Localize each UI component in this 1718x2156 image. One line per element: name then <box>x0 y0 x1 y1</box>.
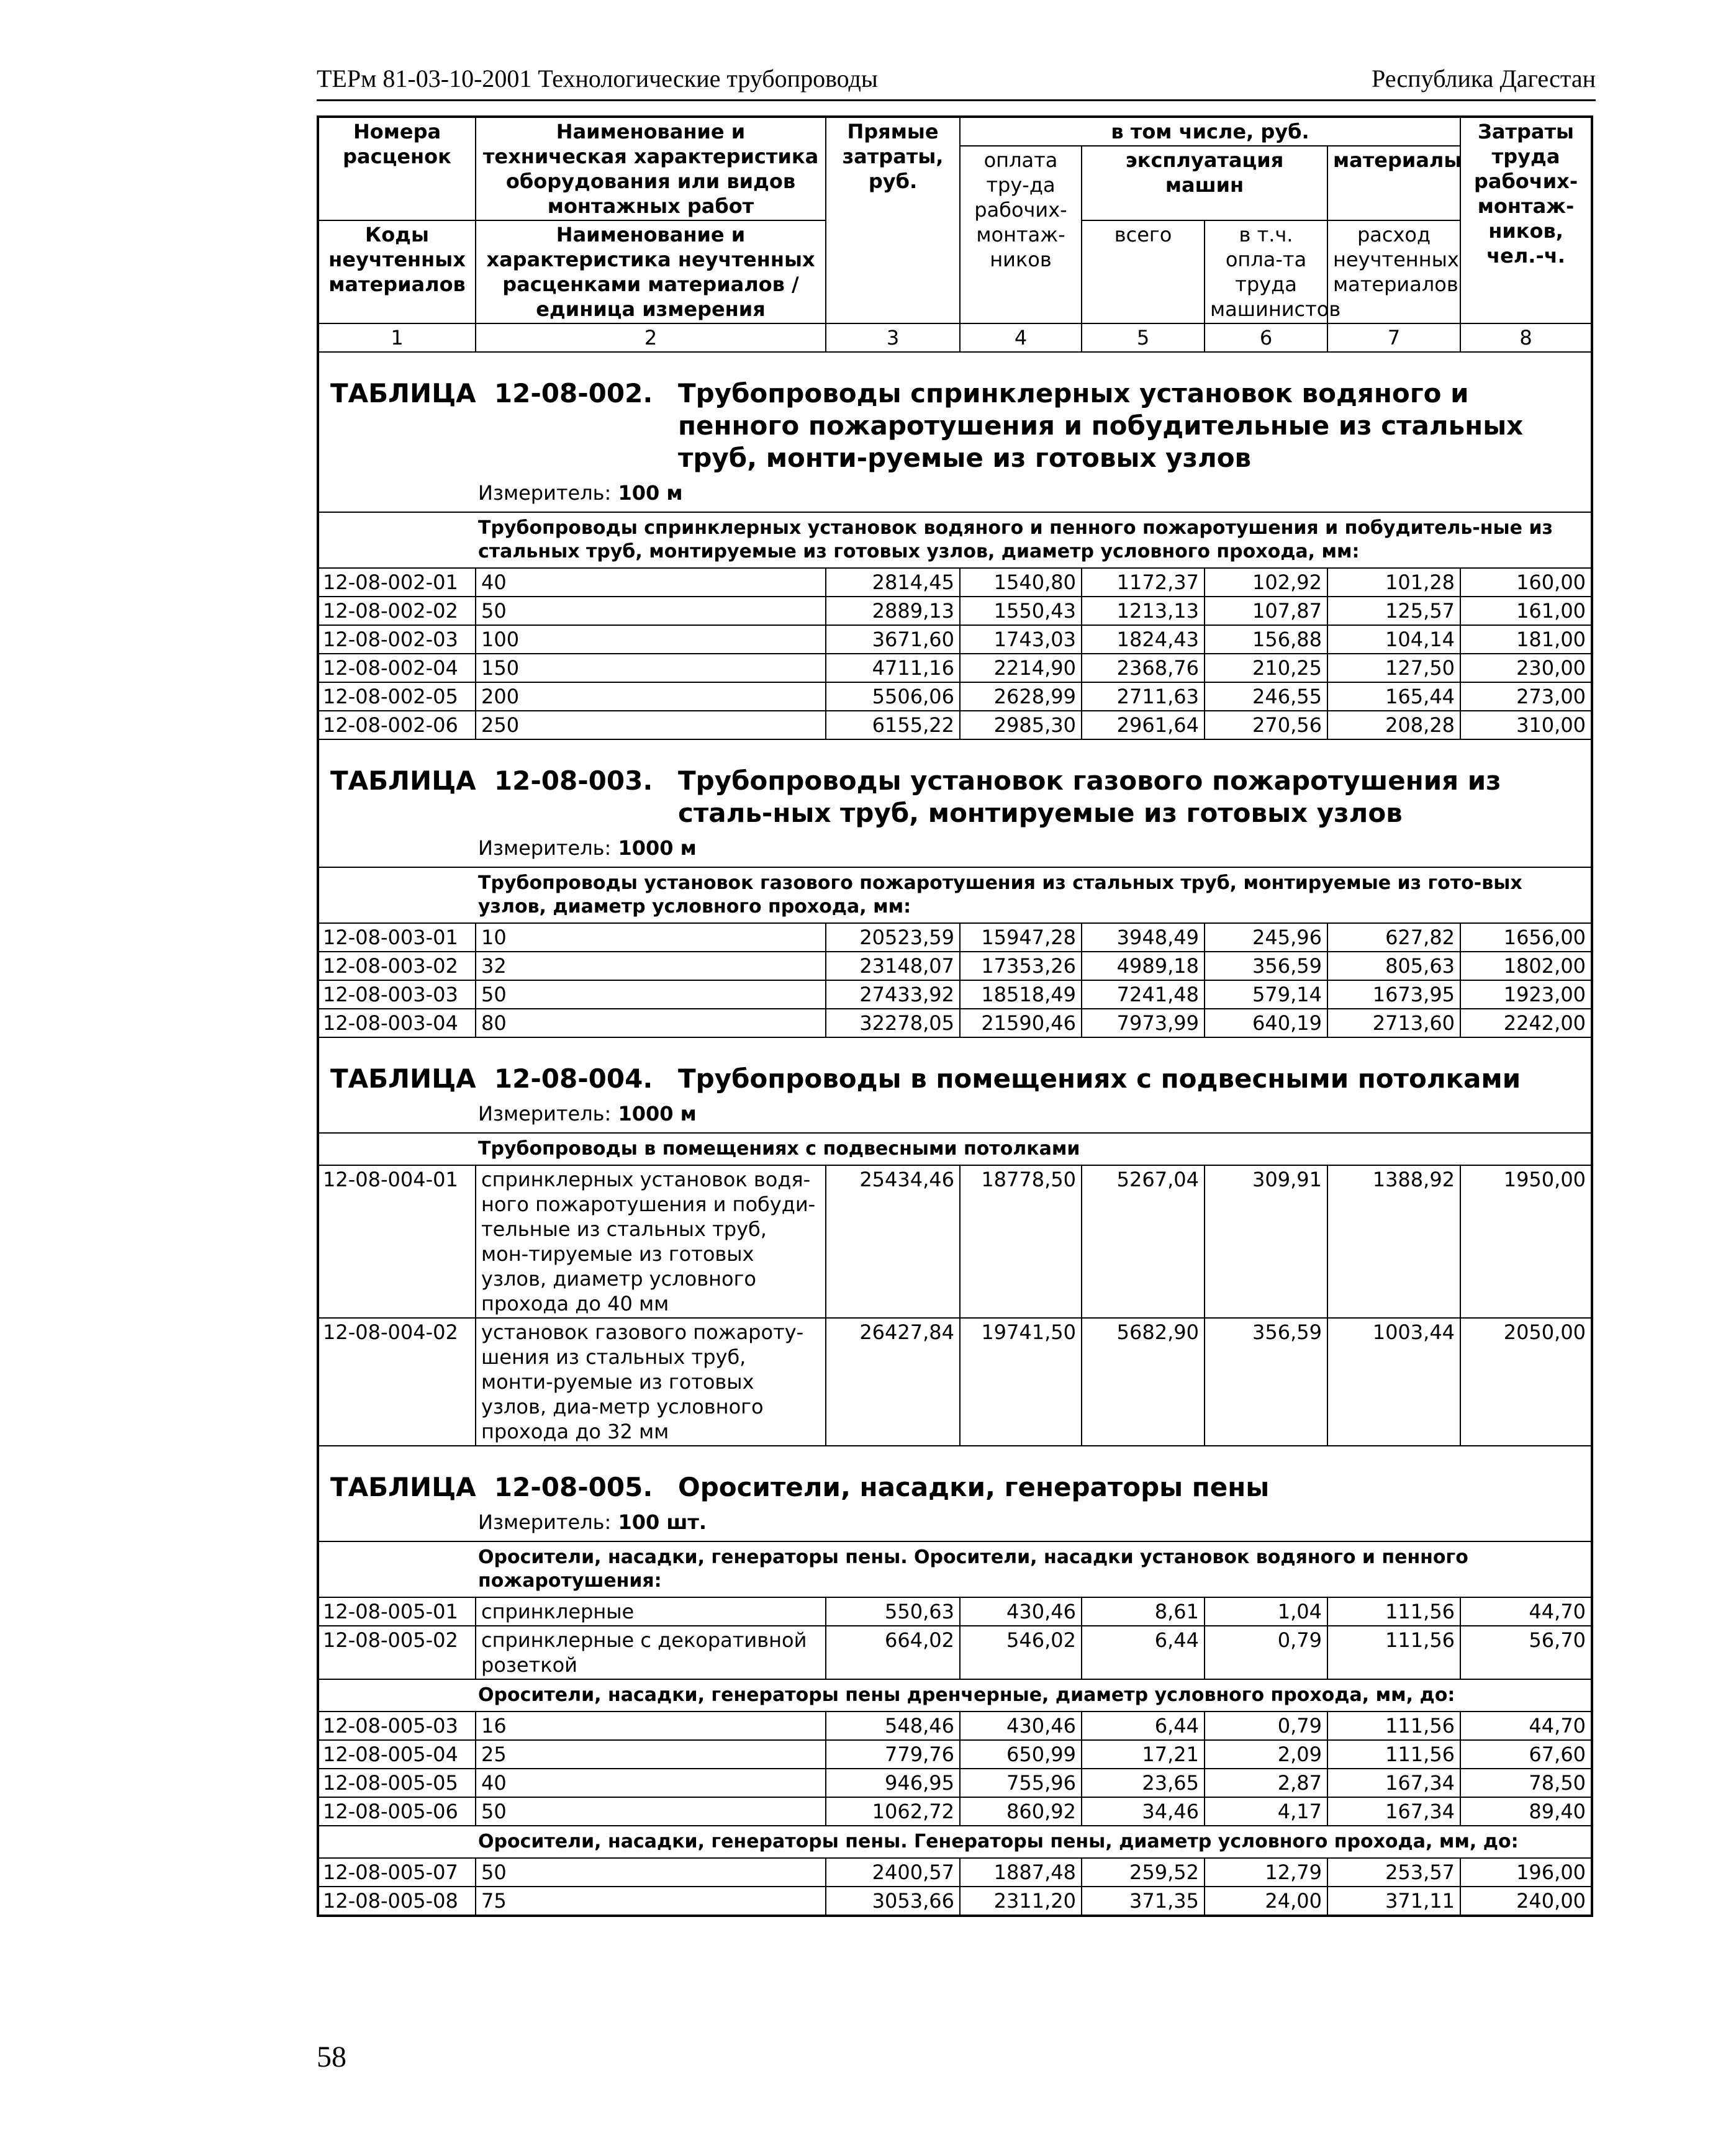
direct-costs-value: 550,63 <box>826 1597 960 1626</box>
machinist-pay-value: 270,56 <box>1205 711 1327 739</box>
work-name: 32 <box>476 952 826 980</box>
col-total: всего <box>1082 220 1205 323</box>
table-row <box>318 952 1592 980</box>
section-title-cell <box>318 757 1592 832</box>
rate-code: 12-08-005-01 <box>318 1597 476 1626</box>
rate-code: 12-08-005-03 <box>318 1712 476 1740</box>
section-heading <box>330 1063 1587 1095</box>
header-document-title: ТЕРм 81-03-10-2001 Технологические трубопроводы <box>317 65 878 92</box>
labor-costs-value: 2050,00 <box>1460 1318 1592 1446</box>
materials-value: 805,63 <box>1327 952 1460 980</box>
machine-total-value: 5682,90 <box>1082 1318 1205 1446</box>
direct-costs-value: 3053,66 <box>826 1887 960 1916</box>
rate-code: 12-08-002-06 <box>318 711 476 739</box>
measure-label: Измеритель: <box>478 1102 612 1125</box>
machine-total-value: 3948,49 <box>1082 923 1205 952</box>
section-table-number: 12-08-002. <box>494 378 653 408</box>
worker-pay-value: 15947,28 <box>960 923 1082 952</box>
machinist-pay-value: 356,59 <box>1205 952 1327 980</box>
table-row <box>318 980 1592 1009</box>
materials-value: 104,14 <box>1327 625 1460 654</box>
group-title: Трубопроводы установок газового пожаротушения из стальных труб, монтируемые из гото-вых узлов, диаметр условного прохода, мм: <box>318 867 1592 923</box>
machinist-pay-value: 245,96 <box>1205 923 1327 952</box>
machinist-pay-value: 640,19 <box>1205 1009 1327 1037</box>
page-header <box>317 62 1596 101</box>
direct-costs-value: 779,76 <box>826 1740 960 1769</box>
direct-costs-value: 2814,45 <box>826 568 960 597</box>
machinist-pay-value: 356,59 <box>1205 1318 1327 1446</box>
section-title-row <box>318 370 1592 477</box>
work-name: 40 <box>476 568 826 597</box>
rate-code: 12-08-004-01 <box>318 1165 476 1318</box>
measure-spacer <box>611 836 618 860</box>
section-measure <box>318 832 1592 867</box>
section-gap-cell <box>318 739 1592 757</box>
worker-pay-value: 430,46 <box>960 1597 1082 1626</box>
section-measure-row <box>318 1098 1592 1133</box>
col-direct-costs: Прямые затраты, руб. <box>826 117 960 323</box>
work-name: установок газового пожароту-шения из стальных труб, монти-руемые из готовых узлов, диа-метр условного прохода до 32 мм <box>476 1318 826 1446</box>
labor-costs-value: 230,00 <box>1460 654 1592 682</box>
group-title-row <box>318 1541 1592 1597</box>
direct-costs-value: 27433,92 <box>826 980 960 1009</box>
section-gap-cell <box>318 352 1592 370</box>
col-name-top: Наименование и техническая характеристика оборудования или видов монтажных работ <box>476 117 826 220</box>
direct-costs-value: 548,46 <box>826 1712 960 1740</box>
group-title: Трубопроводы в помещениях с подвесными потолками <box>318 1133 1592 1165</box>
col-incl-machinist-pay: в т.ч. опла-та труда машинистов <box>1205 220 1327 323</box>
worker-pay-value: 19741,50 <box>960 1318 1082 1446</box>
col-materials: материалы <box>1327 146 1460 220</box>
section-gap <box>318 739 1592 757</box>
col-unaccounted-consumption: расход неучтенных материалов <box>1327 220 1460 323</box>
section-title: Трубопроводы спринклерных установок водяного и пенного пожаротушения и побудительные из стальных труб, монти-руемые из готовых узлов <box>678 378 1524 473</box>
section-heading <box>330 377 1587 474</box>
rate-code: 12-08-003-03 <box>318 980 476 1009</box>
direct-costs-value: 23148,07 <box>826 952 960 980</box>
table-row <box>318 1712 1592 1740</box>
direct-costs-value: 25434,46 <box>826 1165 960 1318</box>
section-gap <box>318 352 1592 370</box>
direct-costs-value: 5506,06 <box>826 682 960 711</box>
labor-costs-value: 196,00 <box>1460 1858 1592 1887</box>
measure-value: 100 м <box>618 481 683 505</box>
direct-costs-value: 3671,60 <box>826 625 960 654</box>
materials-value: 167,34 <box>1327 1769 1460 1797</box>
worker-pay-value: 17353,26 <box>960 952 1082 980</box>
section-table-word: ТАБЛИЦА <box>330 378 476 408</box>
section-spacer <box>476 765 494 796</box>
work-name: 200 <box>476 682 826 711</box>
materials-value: 1673,95 <box>1327 980 1460 1009</box>
rate-code: 12-08-002-03 <box>318 625 476 654</box>
section-table-word: ТАБЛИЦА <box>330 1063 476 1094</box>
measure-label: Измеритель: <box>478 836 612 860</box>
column-number-row <box>318 323 1592 352</box>
rate-code: 12-08-005-06 <box>318 1797 476 1826</box>
col-rate-numbers: Номера расценок <box>318 117 476 220</box>
col-material-codes: Коды неучтенных материалов <box>318 220 476 323</box>
rate-code: 12-08-005-08 <box>318 1887 476 1916</box>
labor-costs-value: 181,00 <box>1460 625 1592 654</box>
col-number: 3 <box>826 323 960 352</box>
section-title-cell <box>318 1464 1592 1506</box>
machine-total-value: 6,44 <box>1082 1712 1205 1740</box>
machinist-pay-value: 579,14 <box>1205 980 1327 1009</box>
col-number: 6 <box>1205 323 1327 352</box>
section-heading-label <box>330 765 659 797</box>
col-number: 2 <box>476 323 826 352</box>
machinist-pay-value: 102,92 <box>1205 568 1327 597</box>
measure-label: Измеритель: <box>478 481 612 505</box>
measure-value: 1000 м <box>618 836 697 860</box>
section-table-number: 12-08-003. <box>494 765 653 796</box>
worker-pay-value: 650,99 <box>960 1740 1082 1769</box>
work-name: спринклерные с декоративной розеткой <box>476 1626 826 1679</box>
section-title-cell <box>318 370 1592 477</box>
machine-total-value: 6,44 <box>1082 1626 1205 1679</box>
section-measure-row <box>318 477 1592 512</box>
work-name: 10 <box>476 923 826 952</box>
worker-pay-value: 2628,99 <box>960 682 1082 711</box>
direct-costs-value: 26427,84 <box>826 1318 960 1446</box>
rate-code: 12-08-005-02 <box>318 1626 476 1679</box>
table-row <box>318 597 1592 625</box>
col-number: 1 <box>318 323 476 352</box>
section-table-number: 12-08-004. <box>494 1063 653 1094</box>
direct-costs-value: 1062,72 <box>826 1797 960 1826</box>
labor-costs-value: 1802,00 <box>1460 952 1592 980</box>
machine-total-value: 1213,13 <box>1082 597 1205 625</box>
section-gap <box>318 1037 1592 1055</box>
direct-costs-value: 946,95 <box>826 1769 960 1797</box>
rate-code: 12-08-002-05 <box>318 682 476 711</box>
work-name: 50 <box>476 597 826 625</box>
measure-spacer <box>611 481 618 505</box>
rate-code: 12-08-005-05 <box>318 1769 476 1797</box>
rate-code: 12-08-002-04 <box>318 654 476 682</box>
work-name: 100 <box>476 625 826 654</box>
table-row <box>318 1858 1592 1887</box>
labor-costs-value: 44,70 <box>1460 1712 1592 1740</box>
worker-pay-value: 1743,03 <box>960 625 1082 654</box>
machine-total-value: 8,61 <box>1082 1597 1205 1626</box>
table-row <box>318 625 1592 654</box>
machine-total-value: 23,65 <box>1082 1769 1205 1797</box>
rate-code: 12-08-005-07 <box>318 1858 476 1887</box>
machine-total-value: 5267,04 <box>1082 1165 1205 1318</box>
work-name: 16 <box>476 1712 826 1740</box>
rate-code: 12-08-003-02 <box>318 952 476 980</box>
rate-code: 12-08-003-04 <box>318 1009 476 1037</box>
section-gap <box>318 1446 1592 1464</box>
labor-costs-value: 310,00 <box>1460 711 1592 739</box>
group-title: Оросители, насадки, генераторы пены дренчерные, диаметр условного прохода, мм, до: <box>318 1679 1592 1712</box>
work-name: 25 <box>476 1740 826 1769</box>
machinist-pay-value: 24,00 <box>1205 1887 1327 1916</box>
rate-code: 12-08-004-02 <box>318 1318 476 1446</box>
table-row <box>318 654 1592 682</box>
section-spacer <box>476 1063 494 1094</box>
group-title-row <box>318 1679 1592 1712</box>
machine-total-value: 34,46 <box>1082 1797 1205 1826</box>
materials-value: 627,82 <box>1327 923 1460 952</box>
work-name: 250 <box>476 711 826 739</box>
materials-value: 127,50 <box>1327 654 1460 682</box>
section-title: Оросители, насадки, генераторы пены <box>678 1472 1270 1502</box>
labor-costs-value: 273,00 <box>1460 682 1592 711</box>
machinist-pay-value: 12,79 <box>1205 1858 1327 1887</box>
labor-costs-value: 44,70 <box>1460 1597 1592 1626</box>
labor-costs-value: 67,60 <box>1460 1740 1592 1769</box>
section-heading <box>330 1471 1587 1504</box>
direct-costs-value: 32278,05 <box>826 1009 960 1037</box>
machinist-pay-value: 1,04 <box>1205 1597 1327 1626</box>
group-title-row <box>318 867 1592 923</box>
materials-value: 167,34 <box>1327 1797 1460 1826</box>
machine-total-value: 1824,43 <box>1082 625 1205 654</box>
section-title-row <box>318 757 1592 832</box>
labor-costs-value: 78,50 <box>1460 1769 1592 1797</box>
col-machine-operation: эксплуатация машин <box>1082 146 1327 220</box>
section-measure-row <box>318 832 1592 867</box>
worker-pay-value: 1550,43 <box>960 597 1082 625</box>
direct-costs-value: 6155,22 <box>826 711 960 739</box>
labor-costs-value: 161,00 <box>1460 597 1592 625</box>
rate-code: 12-08-005-04 <box>318 1740 476 1769</box>
column-header-row-1 <box>318 117 1592 146</box>
work-name: 50 <box>476 1858 826 1887</box>
direct-costs-value: 20523,59 <box>826 923 960 952</box>
section-title-row <box>318 1055 1592 1098</box>
table-row <box>318 1797 1592 1826</box>
worker-pay-value: 2985,30 <box>960 711 1082 739</box>
materials-value: 165,44 <box>1327 682 1460 711</box>
worker-pay-value: 860,92 <box>960 1797 1082 1826</box>
worker-pay-value: 21590,46 <box>960 1009 1082 1037</box>
work-name: 75 <box>476 1887 826 1916</box>
machine-total-value: 7973,99 <box>1082 1009 1205 1037</box>
worker-pay-value: 2311,20 <box>960 1887 1082 1916</box>
section-title-cell <box>318 1055 1592 1098</box>
table-row <box>318 711 1592 739</box>
direct-costs-value: 4711,16 <box>826 654 960 682</box>
machinist-pay-value: 309,91 <box>1205 1165 1327 1318</box>
group-title-row <box>318 512 1592 568</box>
work-name: 40 <box>476 1769 826 1797</box>
materials-value: 1003,44 <box>1327 1318 1460 1446</box>
materials-value: 125,57 <box>1327 597 1460 625</box>
table-row <box>318 1887 1592 1916</box>
materials-value: 101,28 <box>1327 568 1460 597</box>
machinist-pay-value: 156,88 <box>1205 625 1327 654</box>
worker-pay-value: 18518,49 <box>960 980 1082 1009</box>
col-worker-pay: оплата тру-да рабочих-монтаж-ников <box>960 146 1082 323</box>
work-name: спринклерные <box>476 1597 826 1626</box>
work-name: 150 <box>476 654 826 682</box>
measure-value: 100 шт. <box>618 1510 707 1534</box>
col-labor-costs: Затраты труда рабочих-монтаж-ников, чел.-ч. <box>1460 117 1592 323</box>
materials-value: 111,56 <box>1327 1626 1460 1679</box>
col-number: 7 <box>1327 323 1460 352</box>
col-name-bottom: Наименование и характеристика неучтенных расценками материалов / единица измерения <box>476 220 826 323</box>
col-number: 4 <box>960 323 1082 352</box>
col-including: в том числе, руб. <box>960 117 1460 146</box>
machine-total-value: 371,35 <box>1082 1887 1205 1916</box>
table-row <box>318 682 1592 711</box>
section-heading-label <box>330 1063 659 1095</box>
worker-pay-value: 2214,90 <box>960 654 1082 682</box>
section-table-number: 12-08-005. <box>494 1472 653 1502</box>
group-title: Трубопроводы спринклерных установок водяного и пенного пожаротушения и побудитель-ные из стальных труб, монтируемые из готовых узлов, диаметр условного прохода, мм: <box>318 512 1592 568</box>
machinist-pay-value: 0,79 <box>1205 1712 1327 1740</box>
materials-value: 111,56 <box>1327 1740 1460 1769</box>
work-name: спринклерных установок водя-ного пожаротушения и побуди-тельные из стальных труб, мон-тируемые из готовых узлов, диаметр условного прохода до 40 мм <box>476 1165 826 1318</box>
machinist-pay-value: 4,17 <box>1205 1797 1327 1826</box>
section-heading-label <box>330 1471 659 1504</box>
section-measure-row <box>318 1506 1592 1541</box>
work-name: 50 <box>476 1797 826 1826</box>
machinist-pay-value: 246,55 <box>1205 682 1327 711</box>
machinist-pay-value: 2,87 <box>1205 1769 1327 1797</box>
measure-spacer <box>611 1102 618 1125</box>
worker-pay-value: 1540,80 <box>960 568 1082 597</box>
labor-costs-value: 89,40 <box>1460 1797 1592 1826</box>
worker-pay-value: 430,46 <box>960 1712 1082 1740</box>
materials-value: 111,56 <box>1327 1597 1460 1626</box>
work-name: 50 <box>476 980 826 1009</box>
measure-label: Измеритель: <box>478 1510 612 1534</box>
materials-value: 111,56 <box>1327 1712 1460 1740</box>
machinist-pay-value: 210,25 <box>1205 654 1327 682</box>
section-table-word: ТАБЛИЦА <box>330 765 476 796</box>
header-region: Республика Дагестан <box>1372 65 1596 92</box>
section-spacer <box>476 378 494 408</box>
table-row <box>318 1318 1592 1446</box>
rates-table <box>317 115 1593 1917</box>
section-measure <box>318 477 1592 512</box>
table-row <box>318 1009 1592 1037</box>
labor-costs-value: 1950,00 <box>1460 1165 1592 1318</box>
group-title: Оросители, насадки, генераторы пены. Генераторы пены, диаметр условного прохода, мм, до: <box>318 1826 1592 1858</box>
machine-total-value: 259,52 <box>1082 1858 1205 1887</box>
section-spacer <box>476 1472 494 1502</box>
section-heading <box>330 765 1587 829</box>
direct-costs-value: 2400,57 <box>826 1858 960 1887</box>
table-row <box>318 1626 1592 1679</box>
machine-total-value: 17,21 <box>1082 1740 1205 1769</box>
labor-costs-value: 240,00 <box>1460 1887 1592 1916</box>
rate-code: 12-08-002-02 <box>318 597 476 625</box>
machine-total-value: 2961,64 <box>1082 711 1205 739</box>
section-gap-cell <box>318 1446 1592 1464</box>
table-row <box>318 923 1592 952</box>
machine-total-value: 2368,76 <box>1082 654 1205 682</box>
group-title-row <box>318 1133 1592 1165</box>
table-row <box>318 1597 1592 1626</box>
table-row <box>318 1165 1592 1318</box>
machine-total-value: 2711,63 <box>1082 682 1205 711</box>
section-table-word: ТАБЛИЦА <box>330 1472 476 1502</box>
section-measure <box>318 1506 1592 1541</box>
machine-total-value: 1172,37 <box>1082 568 1205 597</box>
section-measure <box>318 1098 1592 1133</box>
labor-costs-value: 1656,00 <box>1460 923 1592 952</box>
worker-pay-value: 18778,50 <box>960 1165 1082 1318</box>
section-title: Трубопроводы установок газового пожаротушения из сталь-ных труб, монтируемые из готовых узлов <box>678 765 1501 828</box>
col-number: 8 <box>1460 323 1592 352</box>
materials-value: 208,28 <box>1327 711 1460 739</box>
materials-value: 1388,92 <box>1327 1165 1460 1318</box>
direct-costs-value: 2889,13 <box>826 597 960 625</box>
measure-spacer <box>611 1510 618 1534</box>
group-title: Оросители, насадки, генераторы пены. Оросители, насадки установок водяного и пенного пожаротушения: <box>318 1541 1592 1597</box>
machinist-pay-value: 107,87 <box>1205 597 1327 625</box>
machinist-pay-value: 0,79 <box>1205 1626 1327 1679</box>
table-row <box>318 568 1592 597</box>
labor-costs-value: 56,70 <box>1460 1626 1592 1679</box>
measure-value: 1000 м <box>618 1102 697 1125</box>
section-title-row <box>318 1464 1592 1506</box>
materials-value: 253,57 <box>1327 1858 1460 1887</box>
section-gap-cell <box>318 1037 1592 1055</box>
machine-total-value: 7241,48 <box>1082 980 1205 1009</box>
machinist-pay-value: 2,09 <box>1205 1740 1327 1769</box>
work-name: 80 <box>476 1009 826 1037</box>
worker-pay-value: 755,96 <box>960 1769 1082 1797</box>
section-title: Трубопроводы в помещениях с подвесными потолками <box>678 1063 1521 1094</box>
direct-costs-value: 664,02 <box>826 1626 960 1679</box>
worker-pay-value: 546,02 <box>960 1626 1082 1679</box>
page-number: 58 <box>317 2041 346 2073</box>
materials-value: 2713,60 <box>1327 1009 1460 1037</box>
rate-code: 12-08-003-01 <box>318 923 476 952</box>
group-title-row <box>318 1826 1592 1858</box>
col-number: 5 <box>1082 323 1205 352</box>
materials-value: 371,11 <box>1327 1887 1460 1916</box>
rate-code: 12-08-002-01 <box>318 568 476 597</box>
labor-costs-value: 160,00 <box>1460 568 1592 597</box>
machine-total-value: 4989,18 <box>1082 952 1205 980</box>
labor-costs-value: 1923,00 <box>1460 980 1592 1009</box>
worker-pay-value: 1887,48 <box>960 1858 1082 1887</box>
table-row <box>318 1740 1592 1769</box>
table-row <box>318 1769 1592 1797</box>
section-heading-label <box>330 377 659 410</box>
labor-costs-value: 2242,00 <box>1460 1009 1592 1037</box>
